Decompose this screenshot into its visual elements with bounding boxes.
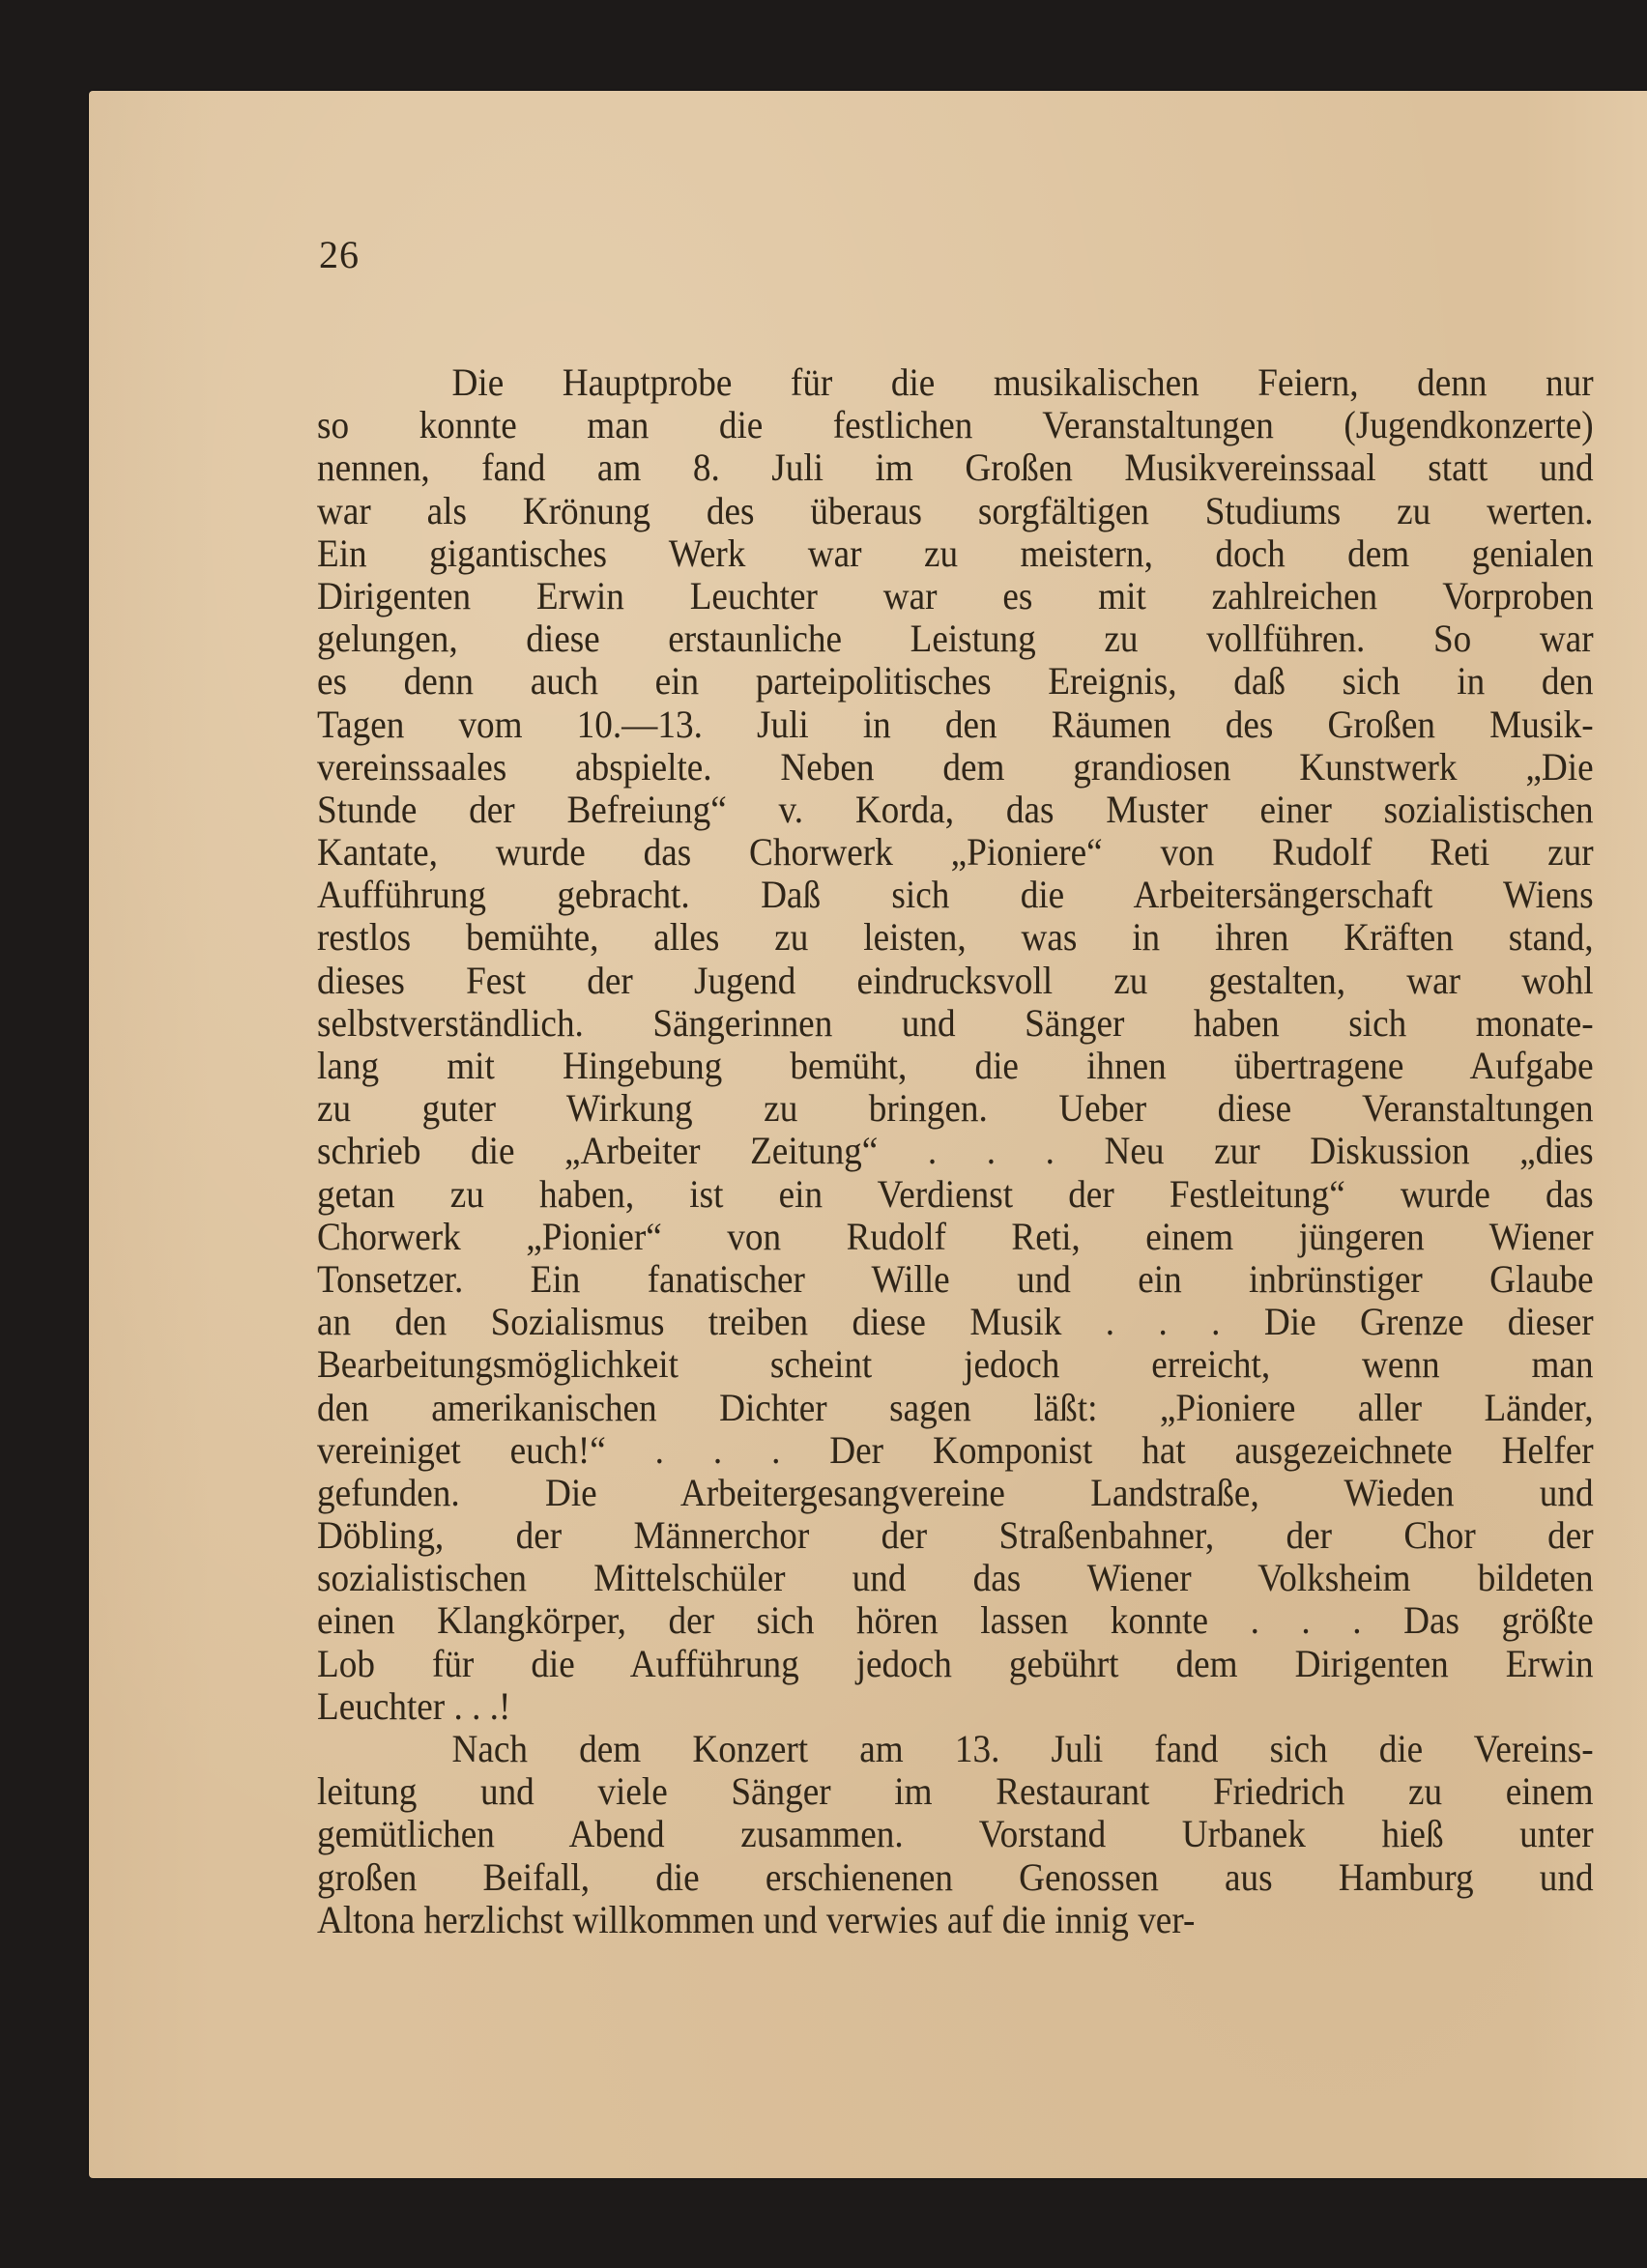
body-text bbox=[317, 360, 1594, 1941]
text-line: Bearbeitungsmöglichkeit scheint jedoch erreicht, wenn man bbox=[317, 1342, 1594, 1387]
text-line: vereiniget euch!“ . . . Der Komponist hat ausgezeichnete Helfer bbox=[317, 1427, 1594, 1472]
text-line: getan zu haben, ist ein Verdienst der Festleitung“ wurde das bbox=[317, 1171, 1594, 1216]
text-line: Ein gigantisches Werk war zu meistern, doch dem genialen bbox=[317, 531, 1594, 575]
text-line: den amerikanischen Dichter sagen läßt: „Pioniere aller Länder, bbox=[317, 1385, 1594, 1429]
text-line: Leuchter . . .! bbox=[317, 1683, 511, 1728]
paragraph-1 bbox=[317, 360, 1594, 1728]
text-line: war als Krönung des überaus sorgfältigen Studiums zu werten. bbox=[317, 488, 1594, 532]
text-line: großen Beifall, die erschienenen Genossen aus Hamburg und bbox=[317, 1854, 1594, 1899]
text-line: Dirigenten Erwin Leuchter war es mit zahlreichen Vorproben bbox=[317, 573, 1594, 617]
text-line: vereinssaales abspielte. Neben dem grandiosen Kunstwerk „Die bbox=[317, 744, 1594, 789]
text-line: Lob für die Aufführung jedoch gebührt dem Dirigenten Erwin bbox=[317, 1641, 1594, 1685]
text-line: gefunden. Die Arbeitergesangvereine Landstraße, Wieden und bbox=[317, 1470, 1594, 1514]
text-line: nennen, fand am 8. Juli im Großen Musikvereinssaal statt und bbox=[317, 445, 1594, 490]
text-line: so konnte man die festlichen Veranstaltungen (Jugendkonzerte) bbox=[317, 403, 1594, 447]
paragraph-2 bbox=[317, 1727, 1594, 1941]
text-line: Die Hauptprobe für die musikalischen Feiern, denn nur bbox=[451, 360, 1594, 404]
text-line: sozialistischen Mittelschüler und das Wiener Volksheim bildeten bbox=[317, 1556, 1594, 1600]
text-line: an den Sozialismus treiben diese Musik . . . Die Grenze dieser bbox=[317, 1300, 1594, 1344]
text-line: einen Klangkörper, der sich hören lassen konnte . . . Das größte bbox=[317, 1598, 1594, 1643]
text-line: Chorwerk „Pionier“ von Rudolf Reti, einem jüngeren Wiener bbox=[317, 1214, 1594, 1258]
text-line: Tonsetzer. Ein fanatischer Wille und ein inbrünstiger Glaube bbox=[317, 1256, 1594, 1301]
text-line: Döbling, der Männerchor der Straßenbahner, der Chor der bbox=[317, 1513, 1594, 1558]
text-line: gemütlichen Abend zusammen. Vorstand Urbanek hieß unter bbox=[317, 1812, 1594, 1856]
text-line: schrieb die „Arbeiter Zeitung“ . . . Neu zur Diskussion „dies bbox=[317, 1129, 1594, 1173]
text-line: selbstverständlich. Sängerinnen und Sänger haben sich monate- bbox=[317, 1000, 1594, 1045]
book-page bbox=[89, 91, 1647, 2178]
text-line: Stunde der Befreiung“ v. Korda, das Muster einer sozialistischen bbox=[317, 787, 1594, 831]
text-line: lang mit Hingebung bemüht, die ihnen übertragene Aufgabe bbox=[317, 1044, 1594, 1087]
text-line: gelungen, diese erstaunliche Leistung zu vollführen. So war bbox=[317, 617, 1594, 661]
text-line: es denn auch ein parteipolitisches Ereignis, daß sich in den bbox=[317, 659, 1594, 703]
text-line: Nach dem Konzert am 13. Juli fand sich die Vereins- bbox=[451, 1727, 1594, 1770]
text-line: zu guter Wirkung zu bringen. Ueber diese Veranstaltungen bbox=[317, 1086, 1594, 1131]
text-line: leitung und viele Sänger im Restaurant Friedrich zu einem bbox=[317, 1769, 1594, 1814]
text-line: Altona herzlichst willkommen und verwies auf die innig ver- bbox=[317, 1897, 1196, 1941]
text-line: restlos bemühte, alles zu leisten, was in ihren Kräften stand, bbox=[317, 915, 1594, 960]
text-line: Kantate, wurde das Chorwerk „Pioniere“ von Rudolf Reti zur bbox=[317, 830, 1594, 875]
page-number: 26 bbox=[319, 233, 360, 276]
text-line: Aufführung gebracht. Daß sich die Arbeitersängerschaft Wiens bbox=[317, 873, 1594, 917]
text-line: Tagen vom 10.—13. Juli in den Räumen des Großen Musik- bbox=[317, 702, 1594, 746]
text-line: dieses Fest der Jugend eindrucksvoll zu gestalten, war wohl bbox=[317, 958, 1594, 1002]
